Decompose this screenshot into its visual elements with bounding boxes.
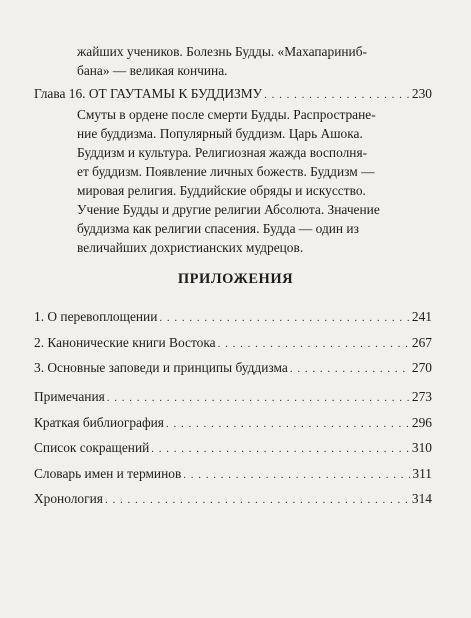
appendix-label: 3. Основные заповеди и принципы буддизма bbox=[34, 360, 288, 376]
dot-leader bbox=[183, 464, 410, 488]
chapter-summary bbox=[77, 105, 432, 257]
back-matter-row bbox=[34, 436, 432, 462]
back-matter-label: Хронология bbox=[34, 491, 103, 507]
back-matter-page-number: 311 bbox=[412, 465, 432, 481]
dot-leader bbox=[151, 438, 410, 462]
chapter-title-row bbox=[34, 84, 432, 105]
back-matter-page-number: 273 bbox=[411, 389, 432, 404]
back-matter-label: Краткая библиография bbox=[34, 414, 164, 430]
chapter-title: Глава 16. ОТ ГАУТАМЫ К БУДДИЗМУ bbox=[34, 86, 263, 101]
chapter-page-number: 230 bbox=[411, 86, 432, 101]
dot-leader bbox=[166, 413, 410, 437]
dot-leader bbox=[264, 86, 410, 105]
previous-chapter-continuation bbox=[77, 42, 432, 80]
appendices-list bbox=[34, 305, 432, 382]
back-matter-row bbox=[34, 462, 432, 488]
appendices-heading: ПРИЛОЖЕНИЯ bbox=[177, 271, 294, 287]
appendix-label: 1. О перевоплощении bbox=[34, 309, 158, 324]
back-matter-page-number: 310 bbox=[411, 440, 432, 456]
back-matter-row bbox=[34, 487, 432, 513]
back-matter-label: Примечания bbox=[34, 389, 105, 404]
appendix-label: 2. Канонические книги Востока bbox=[34, 334, 216, 350]
appendix-page-number: 241 bbox=[411, 309, 432, 324]
dot-leader bbox=[159, 307, 410, 331]
back-matter-page-number: 296 bbox=[411, 414, 432, 430]
summary-line: Учение Будды и другие религии Абсолюта. Значение bbox=[77, 202, 380, 217]
dot-leader bbox=[290, 358, 410, 382]
summary-line: Буддизм и культура. Религиозная жажда восполня- bbox=[77, 145, 368, 160]
continuation-line: жайших учеников. Болезнь Будды. «Махапариниб- bbox=[77, 44, 367, 59]
back-matter-label: Словарь имен и терминов bbox=[34, 465, 182, 481]
summary-line: ет буддизм. Появление личных божеств. Буддизм — bbox=[77, 164, 375, 179]
back-matter-row bbox=[34, 385, 432, 411]
dot-leader bbox=[218, 333, 410, 357]
summary-line: Смуты в ордене после смерти Будды. Распростране- bbox=[77, 107, 376, 122]
back-matter-list bbox=[34, 385, 432, 513]
continuation-line: бана» — великая кончина. bbox=[77, 63, 228, 78]
summary-line: ние буддизма. Популярный буддизм. Царь Ашока. bbox=[77, 126, 363, 141]
appendix-page-number: 267 bbox=[411, 334, 432, 350]
appendix-row bbox=[34, 305, 432, 331]
back-matter-page-number: 314 bbox=[411, 491, 432, 507]
appendix-row bbox=[34, 331, 432, 357]
summary-line: величайших дохристианских мудрецов. bbox=[77, 240, 304, 255]
appendix-page-number: 270 bbox=[411, 360, 432, 376]
back-matter-label: Список сокращений bbox=[34, 440, 150, 456]
chapter-16-entry bbox=[34, 84, 432, 257]
summary-line: мировая религия. Буддийские обряды и искусство. bbox=[77, 183, 366, 198]
back-matter-row bbox=[34, 411, 432, 437]
dot-leader bbox=[105, 489, 410, 513]
summary-line: буддизма как религии спасения. Будда — один из bbox=[77, 221, 359, 236]
dot-leader bbox=[107, 387, 410, 411]
appendix-row bbox=[34, 356, 432, 382]
